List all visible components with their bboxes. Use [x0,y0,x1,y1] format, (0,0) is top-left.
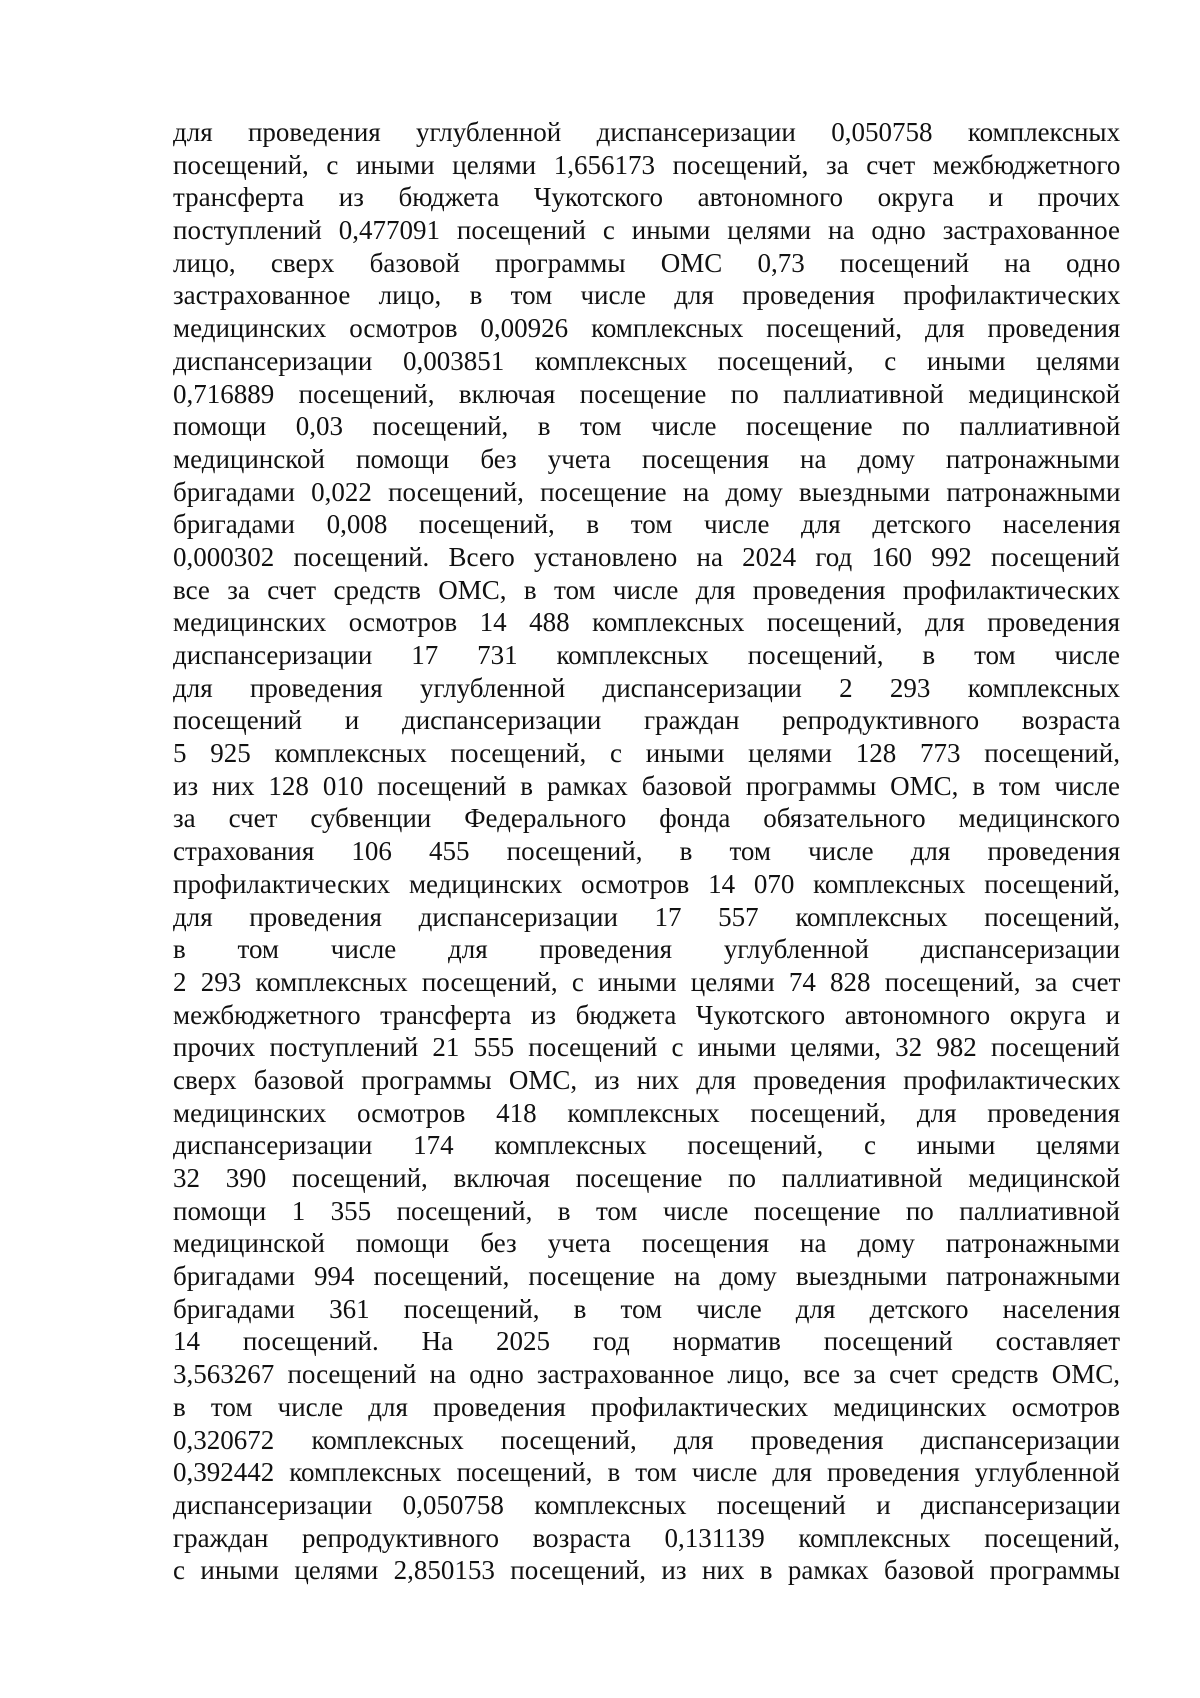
text-line: медицинской помощи без учета посещения на дому патронажными [173,443,1120,474]
text-line: страхования 106 455 посещений, в том числе для проведения [173,836,1121,867]
text-line: медицинской помощи без учета посещения на дому патронажными [173,1228,1120,1259]
text-line: сверх базовой программы ОМС, из них для проведения профилактических [173,1064,1121,1095]
text-line: диспансеризации 174 комплексных посещений, с иными целями [173,1130,1120,1161]
text-line: из них 128 010 посещений в рамках базовой программы ОМС, в том числе [173,770,1120,801]
text-line: межбюджетного трансферта из бюджета Чукотского автономного округа и [173,999,1121,1030]
text-line: 0,392442 комплексных посещений, в том числе для проведения углубленной [173,1457,1120,1488]
text-line: 3,563267 посещений на одно застрахованное лицо, все за счет средств ОМС, [173,1359,1120,1390]
text-line: для проведения углубленной диспансеризации 0,050758 комплексных [173,117,1121,147]
text-line: бригадами 361 посещений, в том числе для детского населения [173,1293,1121,1324]
text-line: бригадами 0,022 посещений, посещение на дому выездными патронажными [173,476,1121,507]
text-line: за счет субвенции Федерального фонда обязательного медицинского [173,803,1120,834]
text-line: с иными целями 2,850153 посещений, из них в рамках базовой программы [173,1555,1120,1586]
text-line: 0,716889 посещений, включая посещение по паллиативной медицинской [173,378,1121,409]
text-line: трансферта из бюджета Чукотского автономного округа и прочих [173,182,1120,213]
text-line: в том числе для проведения профилактических медицинских осмотров [173,1391,1121,1422]
text-line: помощи 0,03 посещений, в том числе посещение по паллиативной [173,411,1121,442]
text-line: 0,000302 посещений. Всего установлено на 2024 год 160 992 посещений [173,541,1120,572]
body-text [173,116,1120,1587]
text-line: бригадами 994 посещений, посещение на дому выездными патронажными [173,1261,1121,1292]
text-line: бригадами 0,008 посещений, в том числе для детского населения [173,509,1121,540]
text-line: 2 293 комплексных посещений, с иными целями 74 828 посещений, за счет [173,966,1121,997]
text-line: 32 390 посещений, включая посещение по паллиативной медицинской [173,1163,1121,1193]
text-line: медицинских осмотров 14 488 комплексных посещений, для проведения [173,607,1120,638]
text-line: диспансеризации 17 731 комплексных посещений, в том числе [173,640,1120,670]
text-line: диспансеризации 0,050758 комплексных посещений и диспансеризации [173,1489,1121,1520]
text-line: поступлений 0,477091 посещений с иными целями на одно застрахованное [173,215,1120,246]
text-line: медицинских осмотров 418 комплексных посещений, для проведения [173,1097,1120,1128]
text-line: посещений и диспансеризации граждан репродуктивного возраста [173,705,1121,736]
text-line: 5 925 комплексных посещений, с иными целями 128 773 посещений, [173,738,1120,769]
text-line: 0,320672 комплексных посещений, для проведения диспансеризации [173,1424,1120,1455]
text-line: лицо, сверх базовой программы ОМС 0,73 посещений на одно [173,247,1121,278]
text-line: для проведения углубленной диспансеризации 2 293 комплексных [173,672,1120,703]
text-line: застрахованное лицо, в том числе для проведения профилактических [173,280,1121,311]
text-line: помощи 1 355 посещений, в том числе посещение по паллиативной [173,1195,1120,1226]
text-line: медицинских осмотров 0,00926 комплексных посещений, для проведения [173,313,1121,344]
text-line: посещений, с иными целями 1,656173 посещений, за счет межбюджетного [173,149,1121,180]
text-line: граждан репродуктивного возраста 0,131139 комплексных посещений, [173,1522,1120,1553]
text-line: 14 посещений. На 2025 год норматив посещений составляет [173,1326,1120,1357]
text-line: для проведения диспансеризации 17 557 комплексных посещений, [173,901,1120,932]
text-line: все за счет средств ОМС, в том числе для проведения профилактических [173,574,1120,605]
text-line: профилактических медицинских осмотров 14 070 комплексных посещений, [173,868,1120,899]
text-line: прочих поступлений 21 555 посещений с иными целями, 32 982 посещений [173,1032,1120,1063]
text-line: диспансеризации 0,003851 комплексных посещений, с иными целями [173,345,1120,376]
text-line: в том числе для проведения углубленной диспансеризации [173,934,1121,965]
